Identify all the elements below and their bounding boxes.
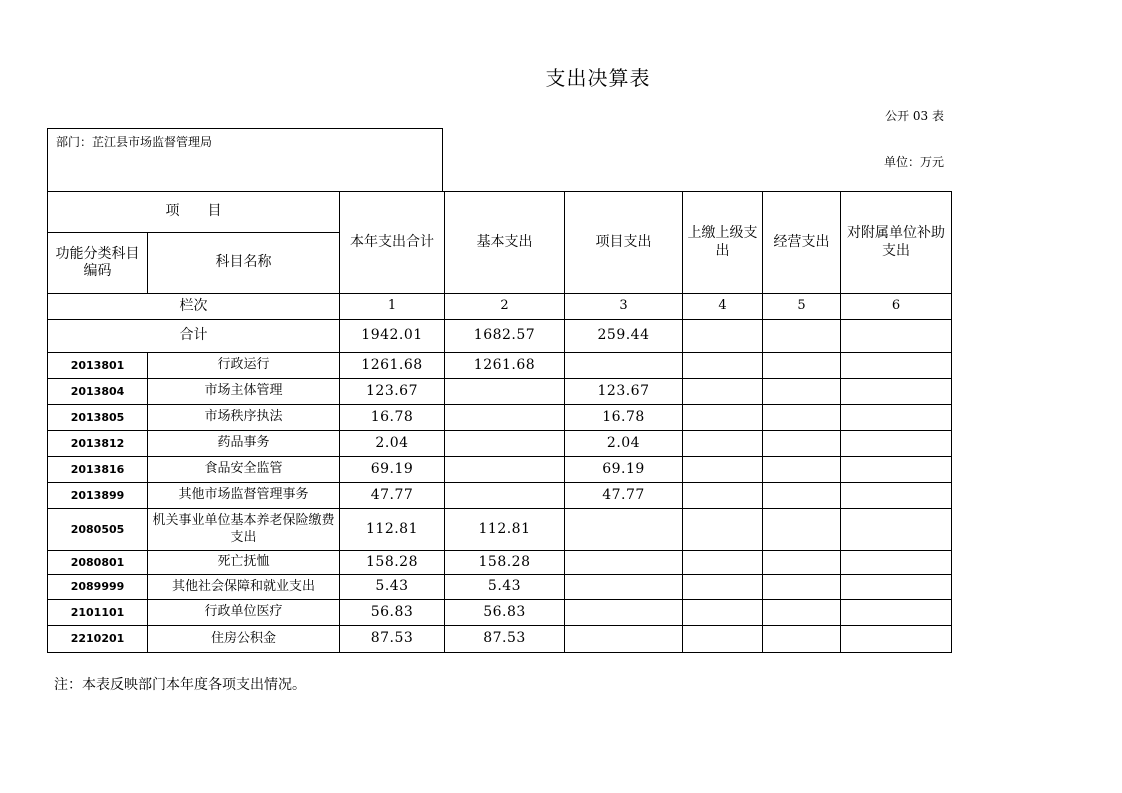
func-code-cell: 2013804 (48, 379, 148, 405)
table-row (48, 509, 952, 551)
table-row (48, 575, 952, 600)
subject-name-cell: 行政单位医疗 (148, 600, 340, 626)
amount-cell: 123.67 (340, 379, 445, 405)
func-code-cell: 2013805 (48, 405, 148, 431)
amount-cell (763, 379, 841, 405)
amount-cell (841, 405, 952, 431)
amount-cell: 1261.68 (445, 353, 565, 379)
func-code-cell: 2210201 (48, 626, 148, 653)
amount-cell (683, 431, 763, 457)
amount-cell: 47.77 (340, 483, 445, 509)
amount-cell: 2.04 (565, 431, 683, 457)
amount-cell (841, 575, 952, 600)
amount-cell (683, 405, 763, 431)
total-value (683, 320, 763, 353)
column-number: 2 (445, 294, 565, 320)
table-row (48, 626, 952, 653)
department-label: 部门：芷江县市场监督管理局 (56, 135, 213, 149)
amount-cell (763, 353, 841, 379)
func-code-cell: 2080801 (48, 551, 148, 575)
page-title: 支出决算表 (545, 66, 651, 90)
amount-cell (445, 405, 565, 431)
amount-cell (763, 509, 841, 551)
amount-cell (445, 483, 565, 509)
func-code-cell: 2089999 (48, 575, 148, 600)
table-row (48, 379, 952, 405)
amount-cell: 56.83 (340, 600, 445, 626)
total-value (841, 320, 952, 353)
func-code-cell: 2101101 (48, 600, 148, 626)
header-project: 项 目 (48, 192, 340, 233)
amount-cell (763, 457, 841, 483)
table-row (48, 483, 952, 509)
amount-cell (683, 600, 763, 626)
subject-name-cell: 其他市场监督管理事务 (148, 483, 340, 509)
amount-cell: 69.19 (340, 457, 445, 483)
table-row (48, 600, 952, 626)
amount-cell (683, 483, 763, 509)
amount-cell (763, 483, 841, 509)
amount-cell: 158.28 (340, 551, 445, 575)
amount-cell: 47.77 (565, 483, 683, 509)
expenditure-table (47, 191, 952, 653)
subject-name-cell: 住房公积金 (148, 626, 340, 653)
table-row (48, 457, 952, 483)
amount-cell (841, 600, 952, 626)
department-box (47, 128, 443, 191)
amount-cell (763, 626, 841, 653)
amount-cell (841, 379, 952, 405)
amount-cell: 87.53 (340, 626, 445, 653)
subject-name-cell: 死亡抚恤 (148, 551, 340, 575)
amount-cell (683, 457, 763, 483)
total-value: 1682.57 (445, 320, 565, 353)
amount-cell (683, 379, 763, 405)
amount-cell (445, 379, 565, 405)
amount-cell (565, 551, 683, 575)
amount-cell (841, 509, 952, 551)
amount-cell (565, 575, 683, 600)
func-code-cell: 2080505 (48, 509, 148, 551)
subject-name-cell: 市场主体管理 (148, 379, 340, 405)
header-basic: 基本支出 (445, 192, 565, 294)
amount-cell: 69.19 (565, 457, 683, 483)
amount-cell (445, 431, 565, 457)
amount-cell (763, 600, 841, 626)
column-number: 6 (841, 294, 952, 320)
total-row-label: 合计 (48, 320, 340, 353)
header-subject-name: 科目名称 (148, 233, 340, 294)
amount-cell (841, 457, 952, 483)
total-row (48, 320, 952, 353)
header-upper: 上缴上级支出 (683, 192, 763, 294)
amount-cell (763, 405, 841, 431)
total-value (763, 320, 841, 353)
amount-cell (683, 551, 763, 575)
total-value: 259.44 (565, 320, 683, 353)
subject-name-cell: 行政运行 (148, 353, 340, 379)
column-number: 5 (763, 294, 841, 320)
amount-cell: 5.43 (340, 575, 445, 600)
amount-cell: 123.67 (565, 379, 683, 405)
amount-cell: 5.43 (445, 575, 565, 600)
amount-cell (841, 431, 952, 457)
table-row (48, 431, 952, 457)
amount-cell: 112.81 (340, 509, 445, 551)
func-code-cell: 2013899 (48, 483, 148, 509)
amount-cell (763, 431, 841, 457)
amount-cell (683, 626, 763, 653)
subject-name-cell: 其他社会保障和就业支出 (148, 575, 340, 600)
amount-cell: 158.28 (445, 551, 565, 575)
amount-cell (565, 600, 683, 626)
amount-cell (565, 626, 683, 653)
column-number: 1 (340, 294, 445, 320)
total-value: 1942.01 (340, 320, 445, 353)
func-code-cell: 2013801 (48, 353, 148, 379)
amount-cell: 16.78 (340, 405, 445, 431)
amount-cell: 112.81 (445, 509, 565, 551)
amount-cell (683, 575, 763, 600)
unit-label: 单位：万元 (883, 155, 944, 169)
amount-cell (841, 626, 952, 653)
amount-cell: 1261.68 (340, 353, 445, 379)
amount-cell: 16.78 (565, 405, 683, 431)
amount-cell (445, 457, 565, 483)
table-row (48, 353, 952, 379)
amount-cell (841, 483, 952, 509)
column-row-label: 栏次 (48, 294, 340, 320)
subject-name-cell: 药品事务 (148, 431, 340, 457)
amount-cell (565, 353, 683, 379)
func-code-cell: 2013816 (48, 457, 148, 483)
header-subsidy: 对附属单位补助支出 (841, 192, 952, 294)
func-code-cell: 2013812 (48, 431, 148, 457)
amount-cell (841, 353, 952, 379)
column-number-row (48, 294, 952, 320)
table-row (48, 405, 952, 431)
subject-name-cell: 食品安全监管 (148, 457, 340, 483)
amount-cell: 56.83 (445, 600, 565, 626)
amount-cell (683, 353, 763, 379)
column-number: 3 (565, 294, 683, 320)
amount-cell (763, 575, 841, 600)
amount-cell (683, 509, 763, 551)
footnote: 注：本表反映部门本年度各项支出情况。 (54, 677, 306, 693)
amount-cell (763, 551, 841, 575)
header-total: 本年支出合计 (340, 192, 445, 294)
amount-cell: 87.53 (445, 626, 565, 653)
column-number: 4 (683, 294, 763, 320)
header-operating: 经营支出 (763, 192, 841, 294)
amount-cell: 2.04 (340, 431, 445, 457)
subject-name-cell: 市场秩序执法 (148, 405, 340, 431)
header-project-expenditure: 项目支出 (565, 192, 683, 294)
amount-cell (565, 509, 683, 551)
subject-name-cell: 机关事业单位基本养老保险缴费支出 (148, 509, 340, 551)
header-func-code: 功能分类科目编码 (48, 233, 148, 294)
form-number: 公开 03 表 (885, 109, 944, 123)
amount-cell (841, 551, 952, 575)
table-row (48, 551, 952, 575)
